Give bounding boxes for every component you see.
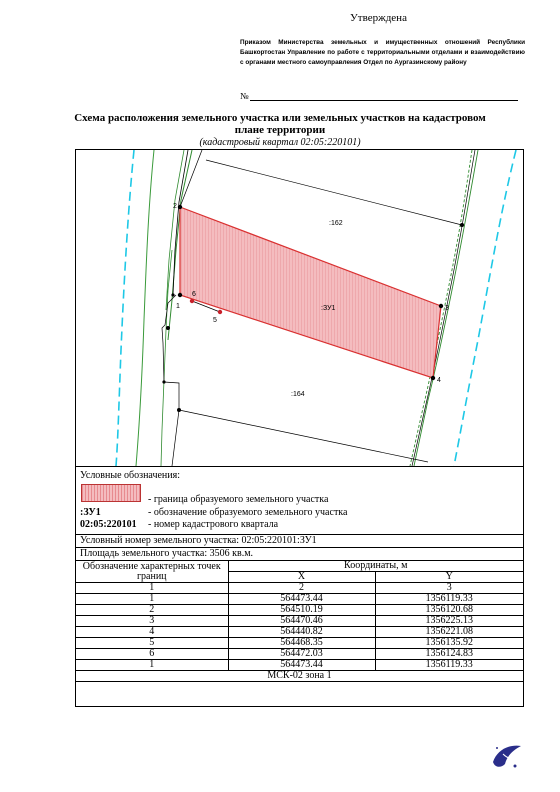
coordinates-table bbox=[76, 560, 523, 682]
point-cell: 3 bbox=[76, 616, 228, 627]
cadastral-map bbox=[76, 150, 523, 466]
header-y: Y bbox=[375, 572, 523, 583]
emblem-logo bbox=[489, 740, 525, 772]
point-cell: 4 bbox=[76, 627, 228, 638]
map-svg bbox=[76, 150, 523, 466]
index-cell: 3 bbox=[375, 583, 523, 594]
legend-item-quarter: - номер кадастрового квартала bbox=[148, 519, 279, 530]
table-footer-row bbox=[76, 671, 523, 682]
table-index-row bbox=[76, 583, 523, 594]
legend-code-quarter: 02:05:220101 bbox=[80, 519, 137, 530]
order-text: Приказом Министерства земельных и имущественных отношений Республики Башкортостан Управление по работе с территориальными отделами и взаимодействию с органами местного самоуправления Отдел по Аургазинскому району bbox=[240, 39, 525, 66]
parcel-162-label: :162 bbox=[329, 220, 343, 227]
point-2-marker bbox=[178, 205, 182, 209]
y-cell: 1356119.33 bbox=[375, 660, 523, 671]
x-cell: 564473.44 bbox=[228, 594, 375, 605]
legend-item-boundary: - граница образуемого земельного участка bbox=[148, 494, 329, 505]
document-title: Схема расположения земельного участка или земельных участков на кадастровом плане территории bbox=[74, 112, 486, 136]
x-cell: 564472.03 bbox=[228, 649, 375, 660]
document-subtitle: (кадастровый квартал 02:05:220101) bbox=[199, 137, 361, 148]
table-row bbox=[76, 660, 523, 671]
point-1-marker bbox=[178, 293, 182, 297]
y-cell: 1356124.83 bbox=[375, 649, 523, 660]
number-label: № bbox=[240, 91, 249, 101]
vertex-marker-e bbox=[171, 293, 174, 296]
point-4-marker bbox=[431, 376, 435, 380]
y-cell: 1356135.92 bbox=[375, 638, 523, 649]
x-cell: 564473.44 bbox=[228, 660, 375, 671]
vertex-marker-a bbox=[460, 223, 464, 227]
x-cell: 564440.82 bbox=[228, 627, 375, 638]
x-cell: 564468.35 bbox=[228, 638, 375, 649]
y-cell: 1356120.68 bbox=[375, 605, 523, 616]
index-cell: 2 bbox=[228, 583, 375, 594]
parcel-162-right bbox=[180, 207, 462, 225]
green-line-left-1 bbox=[136, 150, 154, 466]
conditional-number: Условный номер земельного участка: 02:05:220101:ЗУ1 bbox=[76, 534, 523, 546]
table-row bbox=[76, 594, 523, 605]
vertex-marker-b bbox=[166, 326, 170, 330]
water-line-left-1 bbox=[116, 150, 134, 466]
point-1-label: 1 bbox=[176, 303, 180, 310]
new-parcel-zu1 bbox=[180, 207, 441, 378]
table-row bbox=[76, 605, 523, 616]
point-3-label: 3 bbox=[445, 305, 449, 312]
table-row bbox=[76, 627, 523, 638]
parcel-164-top-line bbox=[179, 410, 428, 462]
parcel-area: Площадь земельного участка: 3506 кв.м. bbox=[76, 547, 523, 559]
table-header-row bbox=[76, 561, 523, 572]
approved-label: Утверждена bbox=[350, 12, 407, 24]
table-row bbox=[76, 616, 523, 627]
legend-parcel-swatch bbox=[81, 484, 141, 502]
point-3-marker bbox=[439, 304, 443, 308]
header-coords: Координаты, м bbox=[228, 561, 523, 572]
coordinate-system: МСК-02 зона 1 bbox=[76, 671, 523, 682]
point-6-marker bbox=[190, 299, 194, 303]
vertex-marker-c bbox=[177, 408, 181, 412]
number-underline bbox=[250, 100, 518, 101]
legend-title: Условные обозначения: bbox=[80, 470, 181, 481]
point-4-label: 4 bbox=[437, 377, 441, 384]
point-2-label: 2 bbox=[173, 203, 177, 210]
parcel-162-top-line bbox=[206, 160, 462, 225]
vertex-marker-d bbox=[162, 380, 165, 383]
header-points: Обозначение характерных точек границ bbox=[76, 561, 228, 583]
water-line-right bbox=[454, 150, 516, 466]
black-line-left-2 bbox=[161, 250, 172, 466]
index-cell: 1 bbox=[76, 583, 228, 594]
scheme-frame bbox=[75, 149, 524, 707]
legend-code-zu1: :ЗУ1 bbox=[80, 507, 101, 518]
table-row bbox=[76, 649, 523, 660]
point-5-label: 5 bbox=[213, 317, 217, 324]
legend bbox=[76, 466, 523, 534]
header-x: X bbox=[228, 572, 375, 583]
point-cell: 6 bbox=[76, 649, 228, 660]
point-cell: 2 bbox=[76, 605, 228, 616]
table-row bbox=[76, 638, 523, 649]
point-cell: 1 bbox=[76, 594, 228, 605]
number-line bbox=[240, 91, 520, 101]
y-cell: 1356225.13 bbox=[375, 616, 523, 627]
x-cell: 564470.46 bbox=[228, 616, 375, 627]
y-cell: 1356221.08 bbox=[375, 627, 523, 638]
parcel-164-label: :164 bbox=[291, 391, 305, 398]
y-cell: 1356119.33 bbox=[375, 594, 523, 605]
point-5-marker bbox=[218, 310, 222, 314]
legend-item-designation: - обозначение образуемого земельного участка bbox=[148, 507, 348, 518]
point-cell: 5 bbox=[76, 638, 228, 649]
new-parcel-label: :ЗУ1 bbox=[321, 305, 336, 312]
x-cell: 564510.19 bbox=[228, 605, 375, 616]
point-cell: 1 bbox=[76, 660, 228, 671]
point-6-label: 6 bbox=[192, 291, 196, 298]
